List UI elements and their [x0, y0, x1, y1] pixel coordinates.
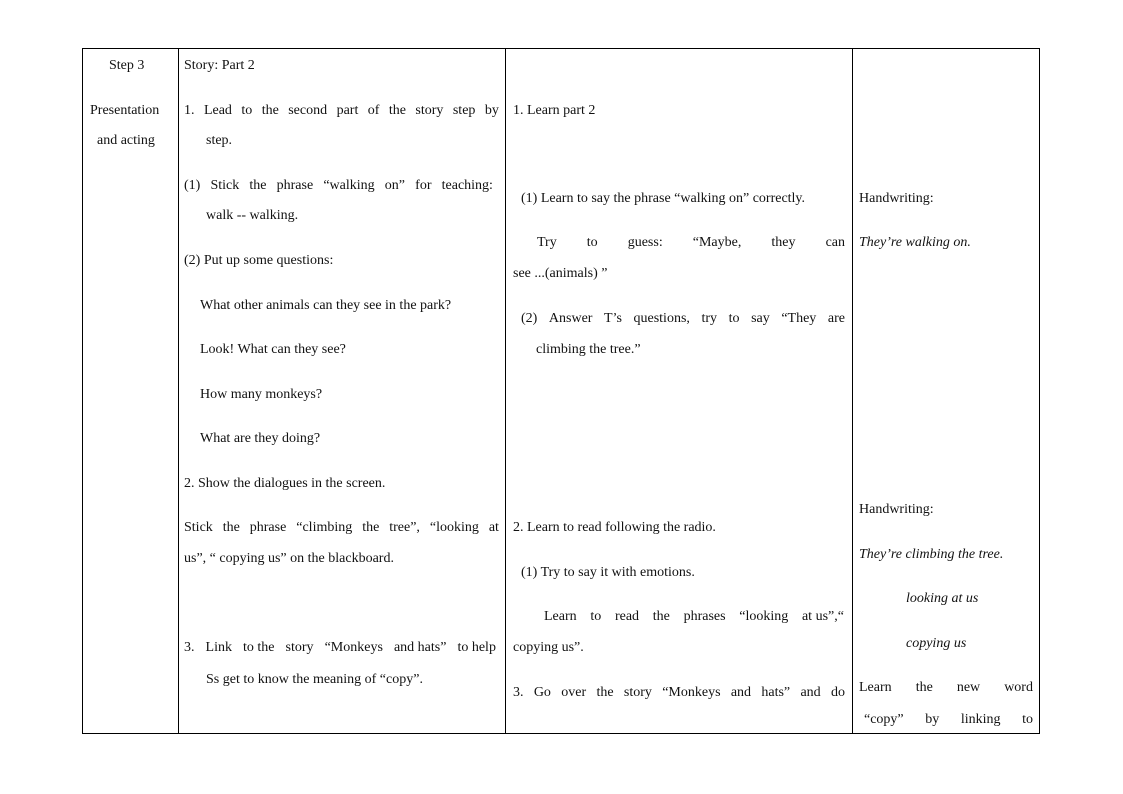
word: on” [384, 178, 406, 193]
word: to [1022, 712, 1033, 727]
word: Lead [203, 103, 232, 118]
word: the [388, 103, 406, 118]
word: the [222, 520, 240, 535]
word: Answer [548, 311, 593, 326]
handwriting-phrase: copying us [906, 636, 967, 651]
activity-line: climbing the tree.” [536, 342, 641, 357]
word: to [241, 103, 253, 118]
purpose-line [864, 712, 1033, 728]
word: “They [781, 311, 817, 326]
activity-line: 1. Learn part 2 [513, 103, 596, 118]
activity-line [537, 235, 845, 251]
word: “looking [429, 520, 479, 535]
word: and hats” [393, 640, 447, 655]
word: second [288, 103, 328, 118]
activity-line [184, 103, 499, 119]
word: “climbing [296, 520, 353, 535]
step-name-line2: and acting [97, 133, 155, 148]
activity-line: copying us”. [513, 640, 584, 655]
word: 1. [184, 103, 195, 118]
word: 3. [184, 640, 195, 655]
word: Go [533, 685, 551, 700]
activity-line [521, 311, 845, 327]
word: the [249, 178, 267, 193]
activity-line: Ss get to know the meaning of “copy”. [206, 672, 423, 687]
word: “Monkeys [662, 685, 721, 700]
word: “copy” [864, 712, 904, 727]
column-divider [505, 49, 506, 733]
word: story [285, 640, 314, 655]
activity-line [184, 178, 493, 194]
word: T’s [604, 311, 622, 326]
activity-line [184, 640, 496, 656]
word: “walking [323, 178, 375, 193]
word: to the [243, 640, 275, 655]
word: at [488, 520, 499, 535]
word: by [925, 712, 940, 727]
activity-line: (2) Put up some questions: [184, 253, 334, 268]
word: the [915, 680, 933, 695]
word: Learn [544, 609, 577, 624]
step-number: Step 3 [109, 58, 145, 73]
word: and [730, 685, 752, 700]
activity-line: us”, “ copying us” on the blackboard. [184, 551, 394, 566]
activity-line [184, 520, 499, 536]
word: (1) [184, 178, 201, 193]
word: phrase [249, 520, 287, 535]
word: Link [205, 640, 232, 655]
word: say [751, 311, 770, 326]
activity-line: 2. Learn to read following the radio. [513, 520, 716, 535]
word: part [336, 103, 359, 118]
word: tree”, [389, 520, 420, 535]
word: step [452, 103, 476, 118]
question: What are they doing? [200, 431, 321, 446]
word: over [561, 685, 587, 700]
word: are [827, 311, 845, 326]
activity-line: see ...(animals) ” [513, 266, 608, 281]
word: guess: [627, 235, 663, 250]
word: Stick [210, 178, 240, 193]
handwriting-sentence: They’re climbing the tree. [859, 547, 1004, 562]
activity-line: (1) Learn to say the phrase “walking on” correctly. [521, 191, 806, 206]
word: Try [537, 235, 557, 250]
step-name-line1: Presentation [90, 103, 160, 118]
word: can [825, 235, 845, 250]
word: the [652, 609, 670, 624]
word: of [367, 103, 380, 118]
word: “Maybe, [692, 235, 742, 250]
word: to [728, 311, 740, 326]
handwriting-phrase: looking at us [906, 591, 979, 606]
word: and [800, 685, 821, 700]
word: linking [960, 712, 1001, 727]
question: Look! What can they see? [200, 342, 346, 357]
word: try [701, 311, 718, 326]
word: 3. [513, 685, 524, 700]
word: the [596, 685, 614, 700]
handwriting-label: Handwriting: [859, 191, 934, 206]
word: to help [457, 640, 496, 655]
word: phrase [276, 178, 314, 193]
word: at us”,“ [801, 609, 844, 624]
handwriting-sentence: They’re walking on. [859, 235, 971, 250]
handwriting-label: Handwriting: [859, 502, 934, 517]
word: Learn [859, 680, 892, 695]
purpose-line [859, 680, 1033, 696]
word: “looking [739, 609, 789, 624]
word: new [956, 680, 981, 695]
activity-line: step. [206, 133, 233, 148]
word: the [261, 103, 279, 118]
column-divider [178, 49, 179, 733]
word: “Monkeys [324, 640, 383, 655]
activity-line: (1) Try to say it with emotions. [521, 565, 695, 580]
word: hats” [761, 685, 791, 700]
word: (2) [521, 311, 538, 326]
question: How many monkeys? [200, 387, 323, 402]
word: the [362, 520, 380, 535]
word: phrases [683, 609, 726, 624]
activity-line: 2. Show the dialogues in the screen. [184, 476, 386, 491]
section-title: Story: Part 2 [184, 58, 255, 73]
word: story [623, 685, 652, 700]
word: story [415, 103, 444, 118]
word: do [830, 685, 845, 700]
word: they [771, 235, 796, 250]
word: questions, [633, 311, 690, 326]
column-divider [852, 49, 853, 733]
word: for [415, 178, 432, 193]
word: by [484, 103, 499, 118]
activity-line: walk -- walking. [206, 208, 299, 223]
word: to [590, 609, 602, 624]
word: to [586, 235, 598, 250]
word: read [614, 609, 640, 624]
activity-line [513, 685, 845, 701]
word: Stick [184, 520, 213, 535]
activity-line [544, 609, 844, 625]
word: word [1004, 680, 1033, 695]
word: teaching: [441, 178, 493, 193]
question: What other animals can they see in the park? [200, 298, 452, 313]
